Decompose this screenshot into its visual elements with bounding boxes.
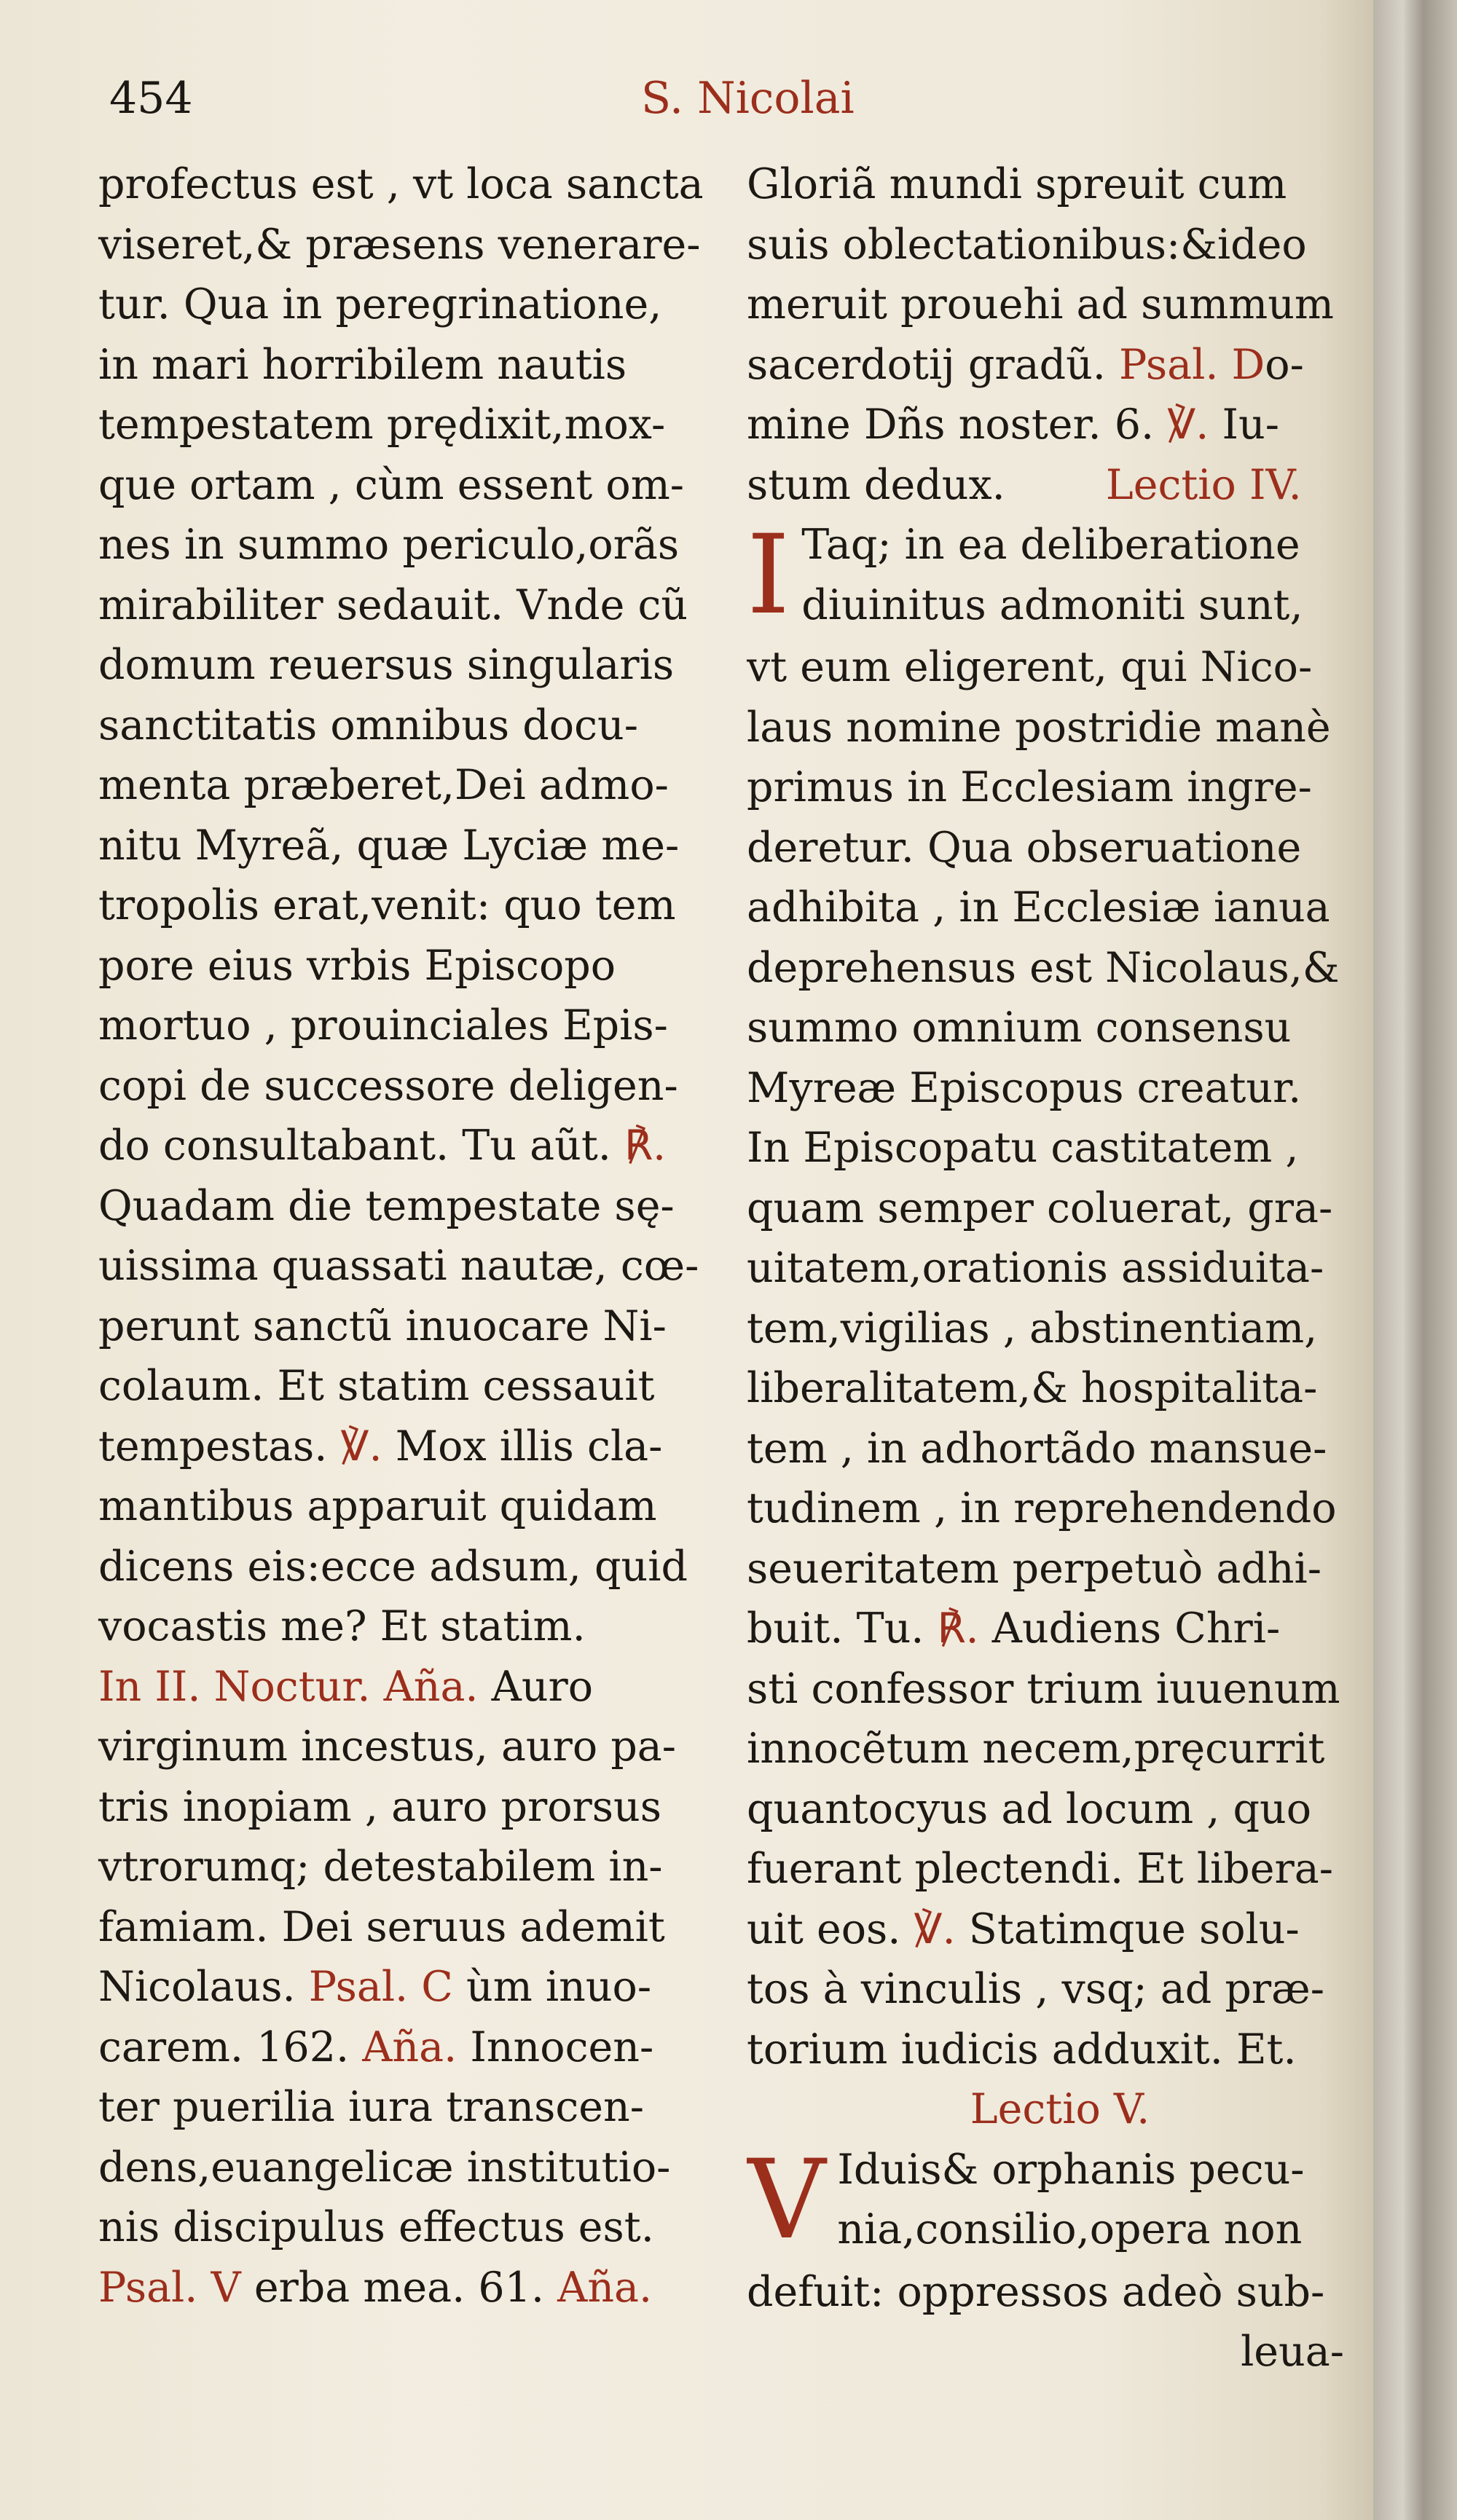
lectio-4-paragraph <box>747 515 1373 1599</box>
text-line: que ortam , cùm essent om- <box>98 460 685 509</box>
text-line: vt eum eligerent, qui Nico- <box>747 643 1313 691</box>
lectio-5-paragraph <box>747 2140 1373 2382</box>
text-line: tempestatem prędixit,mox- <box>98 401 666 449</box>
text-line: torium iudicis adduxit. Et. <box>747 2025 1297 2074</box>
text-line: quam semper coluerat, gra- <box>747 1184 1333 1232</box>
text-span: Auro <box>491 1662 594 1711</box>
text-line: mortuo , prouinciales Epis- <box>98 1001 668 1050</box>
text-line: summo omnium consensu <box>747 1004 1292 1052</box>
responsory-mark: ℟. <box>937 1604 979 1653</box>
versicle-mark: ℣. <box>340 1422 382 1470</box>
text-span: carem. 162. <box>98 2023 350 2071</box>
versicle-mark: ℣. <box>1167 401 1209 449</box>
text-span: sacerdotij gradũ. <box>747 340 1106 389</box>
text-span: Mox illis cla- <box>395 1422 663 1470</box>
text-line: tem , in adhortãdo mansue- <box>747 1424 1327 1473</box>
text-line: meruit prouehi ad summum <box>747 280 1334 328</box>
text-line: nis discipulus effectus est. <box>98 2203 654 2251</box>
text-line: copi de successore deligen- <box>98 1061 678 1110</box>
lectio-heading: Lectio V. <box>970 2085 1150 2133</box>
text-span: Audiens Chri- <box>991 1604 1281 1653</box>
text-line: nia,consilio,opera non <box>837 2205 1303 2253</box>
text-line: tos à vinculis , vsq; ad præ- <box>747 1965 1324 2013</box>
text-span: tempestas. <box>98 1422 328 1470</box>
text-line <box>98 1116 732 1176</box>
text-line: adhibita , in Ecclesiæ ianua <box>747 883 1330 932</box>
text-span: ùm inuo- <box>466 1963 652 2011</box>
text-line: seueritatem perpetuò adhi- <box>747 1544 1322 1593</box>
text-line <box>98 2258 732 2318</box>
text-line: dicens eis:ecce adsum, quid <box>98 1542 688 1591</box>
text-line: deretur. Qua obseruatione <box>747 823 1302 872</box>
antiphon-rubric: Aña. <box>362 2023 457 2071</box>
page-number: 454 <box>109 73 193 124</box>
text-line <box>98 1417 732 1477</box>
text-line <box>747 395 1373 455</box>
drop-cap: V <box>747 2139 826 2264</box>
text-line: mirabiliter sedauit. Vnde cũ <box>98 580 688 629</box>
text-line <box>98 2017 732 2078</box>
text-line: sanctitatis omnibus docu- <box>98 701 638 749</box>
text-line: profectus est , vt loca sancta <box>98 160 704 208</box>
text-line: vtrorumq; detestabilem in- <box>98 1843 663 1891</box>
text-line: tur. Qua in peregrinatione, <box>98 280 662 328</box>
text-line: Quadam die tempestate sę- <box>98 1181 675 1230</box>
text-line: sti confessor trium iuuenum <box>747 1664 1340 1713</box>
lectio-heading: Lectio IV. <box>1105 460 1302 509</box>
page-header <box>95 73 1348 138</box>
text-span: do consultabant. Tu aũt. <box>98 1122 611 1170</box>
text-line: ter puerilia iura transcen- <box>98 2083 644 2131</box>
left-column <box>98 154 732 2318</box>
right-column <box>747 154 1373 2382</box>
text-line: vocastis me? Et statim. <box>98 1602 586 1650</box>
nocturn-heading: In II. Noctur. Aña. <box>98 1662 479 1711</box>
text-span: uit eos. <box>747 1905 901 1953</box>
text-line: tem,vigilias , abstinentiam, <box>747 1304 1318 1352</box>
text-line: tris inopiam , auro prorsus <box>98 1782 662 1831</box>
text-line: nitu Myreã, quæ Lyciæ me- <box>98 821 680 870</box>
text-line: dens,euangelicæ institutio- <box>98 2143 671 2192</box>
text-line: Myreæ Episcopus creatur. <box>747 1063 1302 1112</box>
text-line: menta præberet,Dei admo- <box>98 761 669 809</box>
text-line: primus in Ecclesiam ingre- <box>747 763 1312 811</box>
text-line: laus nomine postridie manè <box>747 703 1331 752</box>
text-line: diuinitus admoniti sunt, <box>801 580 1303 629</box>
text-line: domum reuersus singularis <box>98 641 675 689</box>
text-line <box>747 335 1373 395</box>
text-line: in mari horribilem nautis <box>98 340 627 389</box>
text-span: Statimque solu- <box>968 1905 1300 1953</box>
catchword: leua- <box>1241 2328 1344 2376</box>
running-title: S. Nicolai <box>641 73 855 124</box>
text-line: innocẽtum necem,pręcurrit <box>747 1725 1325 1773</box>
text-line: nes in summo periculo,orãs <box>98 521 680 569</box>
text-line: Taq; in ea deliberatione <box>801 521 1300 569</box>
text-span: o- <box>1265 340 1304 389</box>
text-line: virginum incestus, auro pa- <box>98 1722 677 1771</box>
text-line <box>98 1957 732 2017</box>
text-line: tudinem , in reprehendendo <box>747 1484 1337 1532</box>
text-line: Gloriã mundi spreuit cum <box>747 160 1287 208</box>
text-line <box>98 1657 732 1717</box>
drop-cap: I <box>747 515 790 639</box>
text-line: tropolis erat,venit: quo tem <box>98 881 676 929</box>
text-line: defuit: oppressos adeò sub- <box>747 2267 1325 2316</box>
text-line: suis oblectationibus:&ideo <box>747 220 1307 269</box>
responsory-mark: ℟. <box>624 1122 667 1170</box>
text-span: Innocen- <box>470 2023 654 2071</box>
text-line: famiam. Dei seruus ademit <box>98 1902 665 1951</box>
text-line: fuerant plectendi. Et libera- <box>747 1845 1333 1893</box>
text-line: viseret,& præsens venerare- <box>98 220 701 269</box>
psalm-rubric: Psal. C <box>308 1963 453 2011</box>
text-line <box>747 1899 1373 1960</box>
text-line: colaum. Et statim cessauit <box>98 1362 655 1410</box>
text-line: In Episcopatu castitatem , <box>747 1124 1299 1172</box>
text-span: Iu- <box>1222 401 1280 449</box>
text-line: uitatem,orationis assiduita- <box>747 1244 1324 1292</box>
text-line: pore eius vrbis Episcopo <box>98 941 616 990</box>
text-line: deprehensus est Nicolaus,& <box>747 943 1340 992</box>
page-edge-binding <box>1373 0 1457 2520</box>
versicle-mark: ℣. <box>914 1905 956 1953</box>
text-span: buit. Tu. <box>747 1604 924 1653</box>
psalm-rubric: Psal. D <box>1119 340 1265 389</box>
text-line: uissima quassati nautæ, cœ- <box>98 1242 699 1290</box>
antiphon-rubric: Aña. <box>557 2263 653 2312</box>
text-line: liberalitatem,& hospitalita- <box>747 1364 1318 1412</box>
text-span: mine Dñs noster. 6. <box>747 401 1155 449</box>
text-span: Nicolaus. <box>98 1963 296 2011</box>
text-line: perunt sanctũ inuocare Ni- <box>98 1302 667 1350</box>
text-span: erba mea. 61. <box>254 2263 545 2312</box>
text-line: Iduis& orphanis pecu- <box>837 2145 1305 2194</box>
text-line <box>747 1599 1373 1659</box>
text-line <box>747 455 1373 516</box>
psalm-rubric: Psal. V <box>98 2263 241 2312</box>
text-line: quantocyus ad locum , quo <box>747 1784 1312 1833</box>
text-line: mantibus apparuit quidam <box>98 1482 657 1530</box>
text-span: stum dedux. <box>747 460 1005 509</box>
